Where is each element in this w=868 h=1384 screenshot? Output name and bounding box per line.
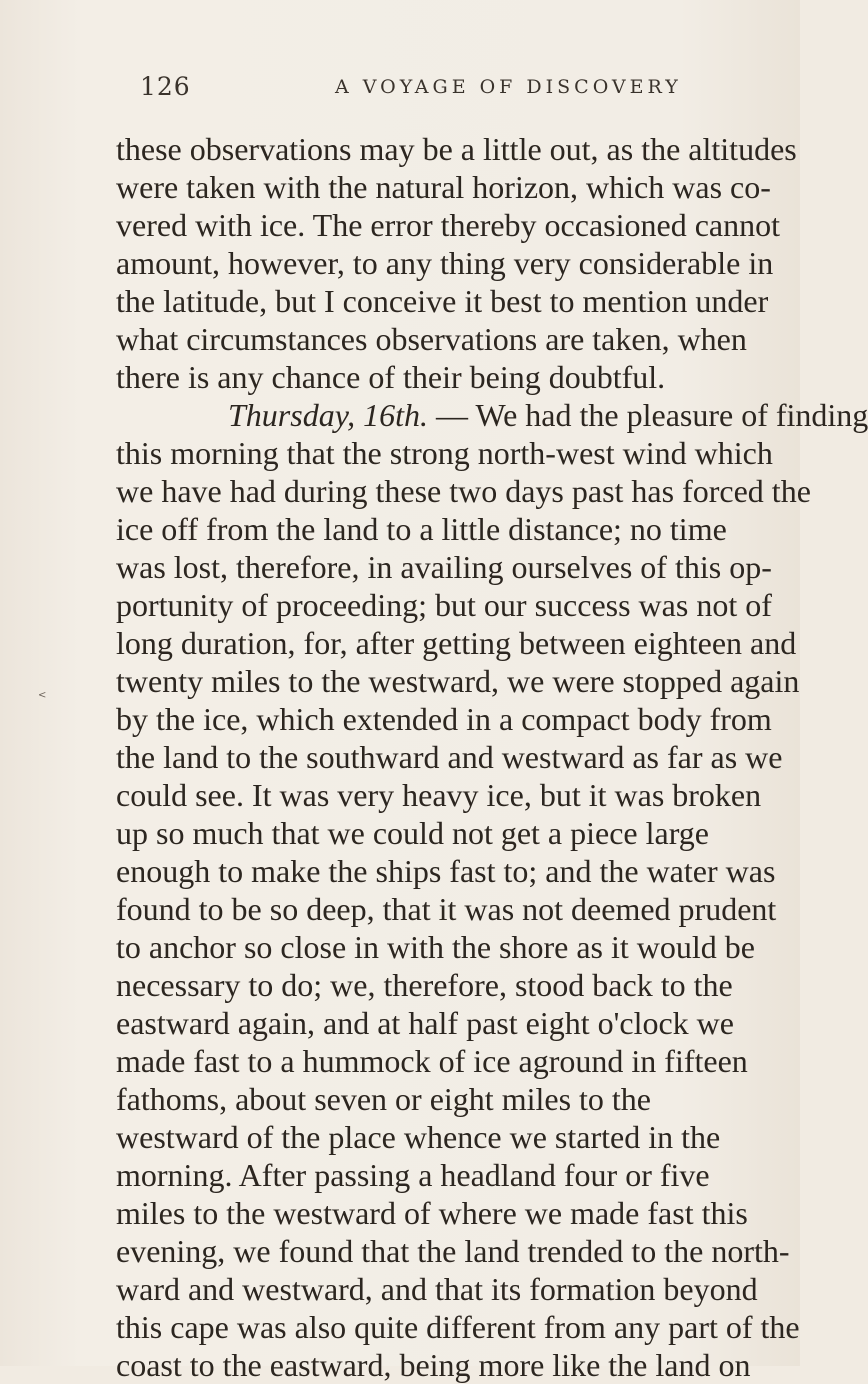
text-line: these observations may be a little out, as the altitudes	[116, 131, 797, 167]
text-line: westward of the place whence we started in the	[116, 1119, 721, 1155]
text-line: necessary to do; we, therefore, stood back to the	[116, 967, 733, 1003]
text-line: vered with ice. The error thereby occasioned cannot	[116, 207, 780, 243]
text-line: enough to make the ships fast to; and the water was	[116, 853, 776, 889]
text-line: evening, we found that the land trended to the north-	[116, 1233, 790, 1269]
text-line: was lost, therefore, in availing ourselves of this op-	[116, 549, 772, 585]
body-text	[116, 130, 868, 1384]
text-line: we have had during these two days past has forced the	[116, 473, 811, 509]
text-line: to anchor so close in with the shore as it would be	[116, 929, 755, 965]
text-line: could see. It was very heavy ice, but it was broken	[116, 777, 762, 813]
text-line: amount, however, to any thing very considerable in	[116, 245, 774, 281]
date-heading: Thursday, 16th.	[228, 397, 429, 433]
text-line: this morning that the strong north-west wind which	[116, 435, 773, 471]
margin-mark: <	[38, 690, 47, 701]
text-line: were taken with the natural horizon, which was co-	[116, 169, 771, 205]
text-line: portunity of proceeding; but our success was not of	[116, 587, 772, 623]
text-line: miles to the westward of where we made fast this	[116, 1195, 748, 1231]
text-line: eastward again, and at half past eight o'clock we	[116, 1005, 734, 1041]
text-line: morning. After passing a headland four or five	[116, 1157, 710, 1193]
running-title: A VOYAGE OF DISCOVERY	[335, 76, 682, 98]
text-line: found to be so deep, that it was not deemed prudent	[116, 891, 777, 927]
page-header	[140, 72, 800, 112]
text-line: twenty miles to the westward, we were stopped again	[116, 663, 800, 699]
text-line: the latitude, but I conceive it best to mention under	[116, 283, 769, 319]
date-entry-line	[116, 396, 868, 434]
text-line: long duration, for, after getting between eighteen and	[116, 625, 797, 661]
text-line: the land to the southward and westward as far as we	[116, 739, 783, 775]
text-line: made fast to a hummock of ice aground in fifteen	[116, 1043, 748, 1079]
text-line: ice off from the land to a little distance; no time	[116, 511, 727, 547]
text-line: what circumstances observations are taken, when	[116, 321, 747, 357]
text-line: this cape was also quite different from any part of the	[116, 1309, 800, 1345]
date-line-rest: — We had the pleasure of finding	[428, 397, 868, 433]
text-line: coast to the eastward, being more like the land on	[116, 1347, 751, 1383]
text-line: ward and westward, and that its formation beyond	[116, 1271, 758, 1307]
text-line: fathoms, about seven or eight miles to the	[116, 1081, 651, 1117]
text-line: by the ice, which extended in a compact body from	[116, 701, 772, 737]
page-number: 126	[140, 72, 191, 101]
text-line: up so much that we could not get a piece large	[116, 815, 709, 851]
text-line: there is any chance of their being doubtful.	[116, 359, 666, 395]
